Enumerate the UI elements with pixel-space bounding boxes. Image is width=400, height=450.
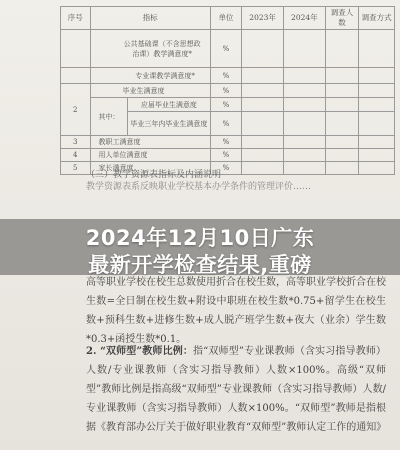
cell-sub-indicator: 应届毕业生满意度 xyxy=(128,98,210,112)
col-header-indicator: 指标 xyxy=(90,7,210,30)
cell-count xyxy=(325,162,359,175)
cell-unit: % xyxy=(210,149,242,162)
cell-2023 xyxy=(242,30,284,68)
table-row xyxy=(61,98,395,112)
section-title: （三）教学资源表指标及内涵说明 xyxy=(86,170,222,180)
cell-unit: % xyxy=(210,68,242,84)
faint-intro-paragraph: 教学资源表系反映职业学校基本办学条件的管理评价…… xyxy=(86,182,312,192)
cell-2024 xyxy=(283,30,325,68)
table-row xyxy=(61,30,395,68)
cell-2023 xyxy=(242,136,284,149)
cell-2024 xyxy=(283,136,325,149)
table-row xyxy=(61,68,395,84)
col-header-no: 序号 xyxy=(61,7,91,30)
cell-method xyxy=(359,149,395,162)
satisfaction-table xyxy=(60,6,395,175)
cell-method xyxy=(359,162,395,175)
cell-method xyxy=(359,68,395,84)
cell-count xyxy=(325,68,359,84)
cell-group: 其中： xyxy=(90,98,128,136)
cell-method xyxy=(359,98,395,112)
col-header-2023: 2023年 xyxy=(242,7,284,30)
col-header-count: 调查人数 xyxy=(325,7,359,30)
cell-count xyxy=(325,84,359,98)
headline-line-1: 2024年12月10日广东 xyxy=(85,226,315,250)
cell-no xyxy=(61,30,91,68)
cell-method xyxy=(359,84,395,98)
cell-method xyxy=(359,112,395,136)
cell-2023 xyxy=(242,68,284,84)
cell-no: 5 xyxy=(61,162,91,175)
paragraph-dual-teacher xyxy=(86,342,386,437)
cell-sub-indicator: 毕业三年内毕业生满意度 xyxy=(128,112,210,136)
dual-teacher-text: 指“双师型”专业课教师（含实习指导教师）人数/专业课教师（含实习指导教师）人数×100%。高级“双师型”教师比例是指高级“双师型”专业课教师（含实习指导教师）人数/专业课教师（含实习指导教师）人数×100%。“双师型”教师是指根据《教育部办公厅关于做好职业教育“双师型”教师认定工作的通知》 xyxy=(86,346,387,433)
cell-no: 3 xyxy=(61,136,91,149)
cell-indicator xyxy=(90,68,210,84)
cell-indicator: 用人单位满意度 xyxy=(90,149,210,162)
headline-line-2: 最新开学检查结果,重磅 xyxy=(88,253,312,277)
paragraph-enrollment-formula: 高等职业学校在校生总数使用折合在校生数，高等职业学校折合在校生数=全日制在校生数+附设中职班在校生数*0.75+留学生在校生数+预科生数+进修生数+成人脱产班学生数+夜大（业余）学生数*0.3+函授生数*0.1。 xyxy=(86,277,386,345)
cell-count xyxy=(325,98,359,112)
col-header-2024: 2024年 xyxy=(283,7,325,30)
cell-2023 xyxy=(242,112,284,136)
cell-unit: % xyxy=(210,112,242,136)
cell-unit: % xyxy=(210,30,242,68)
cell-no: 4 xyxy=(61,149,91,162)
col-header-unit: 单位 xyxy=(210,7,242,30)
cell-unit: % xyxy=(210,162,242,175)
cell-unit: % xyxy=(210,98,242,112)
table-row xyxy=(61,84,395,98)
cell-2024 xyxy=(283,84,325,98)
table-row xyxy=(61,149,395,162)
cell-2023 xyxy=(242,84,284,98)
cell-method xyxy=(359,136,395,149)
cell-no: 2 xyxy=(61,84,91,136)
cell-indicator xyxy=(90,30,210,68)
indicator-text: 公共基础课（不含思想政治课）教学满意度* xyxy=(123,39,201,58)
cell-unit: % xyxy=(210,84,242,98)
cell-2024 xyxy=(283,98,325,112)
cell-method xyxy=(359,30,395,68)
cell-2023 xyxy=(242,162,284,175)
indicator-text: 专业课教学满意度* xyxy=(135,71,195,80)
dual-teacher-heading: 2. “双师型”教师比例： xyxy=(86,346,194,357)
col-header-method: 调查方式 xyxy=(359,7,395,30)
table-row xyxy=(61,136,395,149)
cell-2024 xyxy=(283,68,325,84)
cell-indicator: 毕业生满意度 xyxy=(90,84,210,98)
cell-no xyxy=(61,68,91,84)
cell-2024 xyxy=(283,112,325,136)
cell-count xyxy=(325,149,359,162)
cell-indicator: 家长满意度 xyxy=(90,162,210,175)
cell-2023 xyxy=(242,149,284,162)
cell-indicator: 教职工满意度 xyxy=(90,136,210,149)
cell-count xyxy=(325,136,359,149)
cell-2024 xyxy=(283,149,325,162)
cell-2023 xyxy=(242,98,284,112)
cell-count xyxy=(325,112,359,136)
cell-2024 xyxy=(283,162,325,175)
cell-count xyxy=(325,30,359,68)
table-header-row xyxy=(61,7,395,30)
cell-unit: % xyxy=(210,136,242,149)
